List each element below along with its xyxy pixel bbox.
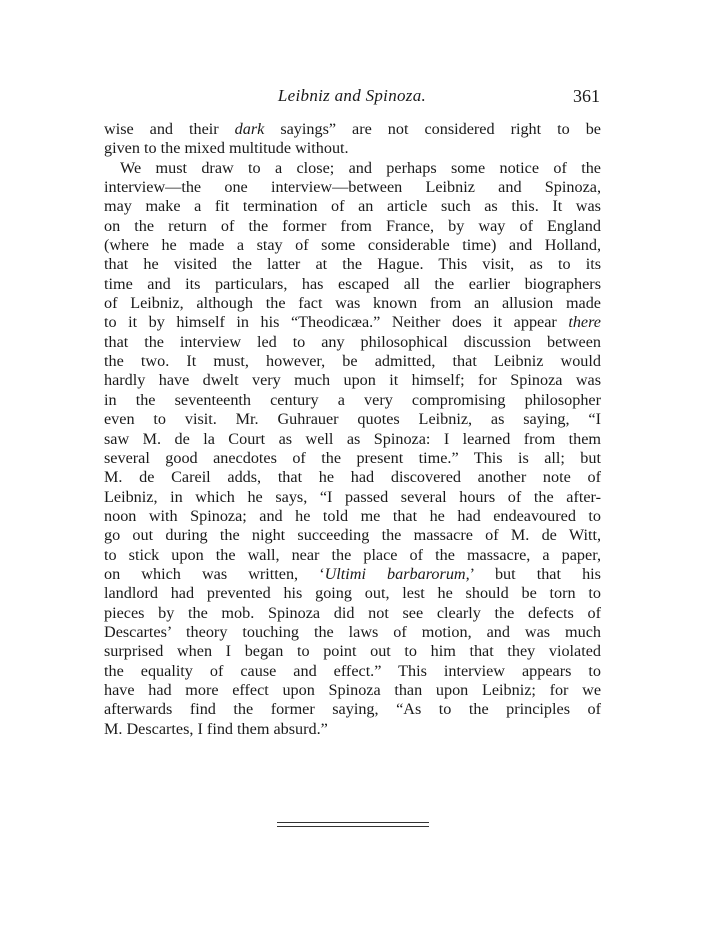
text-segment: have had more effect upon Spinoza than upon Leibniz; for we: [104, 680, 601, 699]
text-segment: even to visit. Mr. Guhrauer quotes Leibniz, as saying, “I: [104, 410, 601, 429]
text-segment: to it by himself in his “Theodicæa.” Neither does it appear: [104, 313, 569, 332]
text-line: [104, 546, 601, 565]
text-segment: go out during the night succeeding the massacre of M. de Witt,: [104, 526, 601, 545]
text-line: [104, 488, 601, 507]
text-line: [104, 700, 601, 719]
text-line: [104, 275, 601, 294]
text-segment: on the return of the former from France, by way of England: [104, 216, 601, 235]
text-line: [104, 120, 601, 139]
text-segment: We must draw to a close; and perhaps some notice of the: [120, 158, 601, 177]
page-number: 361: [573, 86, 600, 106]
text-line: [104, 236, 601, 255]
end-rule-top: [277, 822, 429, 823]
text-line: [104, 468, 601, 487]
text-line: [104, 294, 601, 313]
text-segment: surprised when I began to point out to him that they violated: [104, 642, 601, 661]
text-segment: in the seventeenth century a very compromising philosopher: [104, 390, 601, 409]
text-segment: to stick upon the wall, near the place of the massacre, a paper,: [104, 545, 601, 564]
text-line: [104, 217, 601, 236]
text-line: [104, 623, 601, 642]
text-line: [104, 662, 601, 681]
text-segment: several good anecdotes of the present time.” This is all; but: [104, 448, 601, 467]
text-line: [104, 178, 601, 197]
text-segment: pieces by the mob. Spinoza did not see clearly the defects of: [104, 603, 601, 622]
text-line: [104, 255, 601, 274]
text-segment: sayings” are not considered right to be: [264, 120, 601, 138]
text-line: [104, 410, 601, 429]
text-line: [104, 526, 601, 545]
text-segment: of Leibniz, although the fact was known from an allusion made: [104, 294, 601, 313]
text-line: [104, 313, 601, 332]
text-segment: (where he made a stay of some considerable time) and Holland,: [104, 236, 601, 255]
text-line: [104, 139, 601, 158]
text-line: [104, 333, 601, 352]
text-line: [104, 430, 601, 449]
text-line: [104, 584, 601, 603]
text-line: [104, 565, 601, 584]
text-line: [104, 720, 601, 739]
text-segment: afterwards find the former saying, “As to the principles of: [104, 700, 601, 719]
text-segment: the equality of cause and effect.” This interview appears to: [104, 661, 601, 680]
body-text: [104, 120, 601, 739]
text-line: [104, 197, 601, 216]
text-segment: hardly have dwelt very much upon it himself; for Spinoza was: [104, 371, 601, 390]
text-line: [104, 371, 601, 390]
text-line: [104, 642, 601, 661]
italic-text: dark: [234, 120, 265, 138]
text-segment: Descartes’ theory touching the laws of motion, and was much: [104, 622, 601, 641]
text-line: [104, 449, 601, 468]
text-segment: M. de Careil adds, that he had discovered another note of: [104, 468, 601, 487]
text-segment: Leibniz, in which he says, “I passed several hours of the after-: [104, 487, 601, 506]
text-segment: the two. It must, however, be admitted, that Leibniz would: [104, 352, 601, 371]
text-line: [104, 352, 601, 371]
text-segment: M. Descartes, I find them absurd.”: [104, 719, 328, 738]
text-line: [104, 681, 601, 700]
text-segment: given to the mixed multitude without.: [104, 139, 349, 158]
running-title: Leibniz and Spinoza.: [277, 86, 427, 105]
text-line: [104, 159, 601, 178]
text-segment: interview—the one interview—between Leibniz and Spinoza,: [104, 178, 601, 197]
text-segment: saw M. de la Court as well as Spinoza: I learned from them: [104, 429, 601, 448]
italic-text: Ultimi barbarorum,: [324, 564, 470, 583]
text-segment: may make a fit termination of an article such as this. It was: [104, 197, 601, 216]
end-rule-bottom: [277, 826, 429, 827]
text-line: [104, 507, 601, 526]
text-segment: noon with Spinoza; and he told me that he had endeavoured to: [104, 506, 601, 525]
text-segment: that the interview led to any philosophical discussion between: [104, 332, 601, 351]
text-line: [104, 391, 601, 410]
text-segment: on which was written, ‘: [104, 564, 325, 583]
italic-text: there: [568, 313, 601, 332]
running-head: [104, 86, 600, 108]
text-segment: wise and their: [104, 120, 235, 138]
text-segment: time and its particulars, has escaped all the earlier biographers: [104, 274, 601, 293]
text-segment: ’ but that his: [469, 564, 601, 583]
text-segment: that he visited the latter at the Hague. This visit, as to its: [104, 255, 601, 274]
text-segment: landlord had prevented his going out, lest he should be torn to: [104, 584, 601, 603]
text-line: [104, 604, 601, 623]
